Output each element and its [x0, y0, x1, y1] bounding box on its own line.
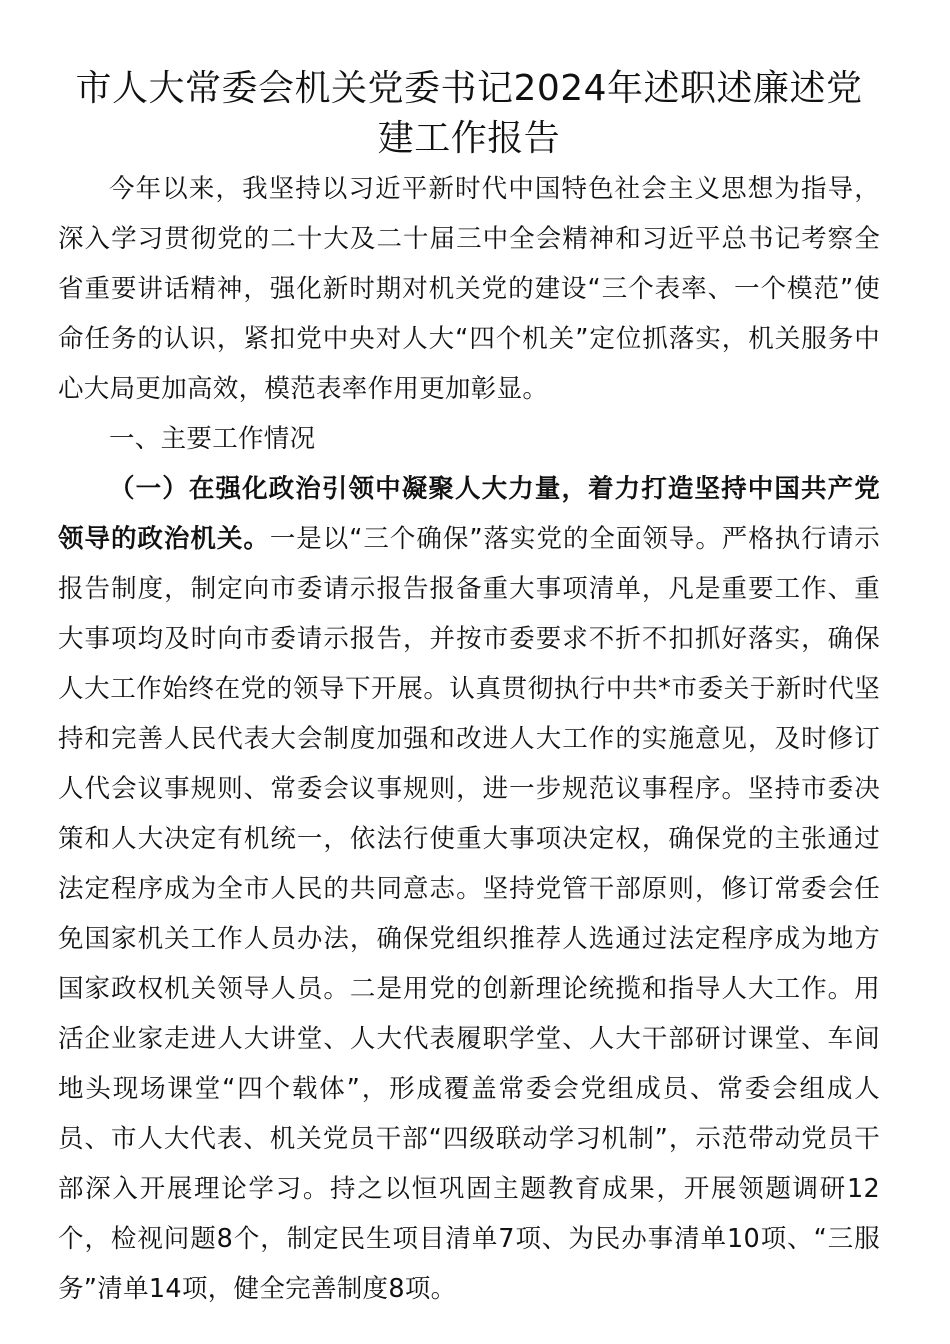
document-title: 市人大常委会机关党委书记2024年述职述廉述党建工作报告: [75, 68, 863, 159]
subsection-paragraph: [58, 464, 880, 1314]
subsection-body: 一是以“三个确保”落实党的全面领导。严格执行请示报告制度，制定向市委请示报告报备重大事项清单，凡是重要工作、重大事项均及时向市委请示报告，并按市委要求不折不扣抓好落实，确保人大工作始终在党的领导下开展。认真贯彻执行中共*市委关于新时代坚持和完善人民代表大会制度加强和改进人大工作的实施意见，及时修订人代会议事规则、常委会议事规则，进一步规范议事程序。坚持市委决策和人大决定有机统一，依法行使重大事项决定权，确保党的主张通过法定程序成为全市人民的共同意志。坚持党管干部原则，修订常委会任免国家机关工作人员办法，确保党组织推荐人选通过法定程序成为地方国家政权机关领导人员。二是用党的创新理论统揽和指导人大工作。用活企业家走进人大讲堂、人大代表履职学堂、人大干部研讨课堂、车间地头现场课堂“四个载体”，形成覆盖常委会党组成员、常委会组成人员、市人大代表、机关党员干部“四级联动学习机制”，示范带动党员干部深入开展理论学习。持之以恒巩固主题教育成果，开展领题调研12个，检视问题8个，制定民生项目清单7项、为民办事清单10项、“三服务”清单14项，健全完善制度8项。: [58, 524, 880, 1304]
intro-paragraph: 今年以来，我坚持以习近平新时代中国特色社会主义思想为指导，深入学习贯彻党的二十大及二十届三中全会精神和习近平总书记考察全省重要讲话精神，强化新时期对机关党的建设“三个表率、一个模范”使命任务的认识，紧扣党中央对人大“四个机关”定位抓落实，机关服务中心大局更加高效，模范表率作用更加彰显。: [58, 174, 880, 404]
subsection-lead: （一）在强化政治引领中凝聚人大力量，着力打造坚持中国共产党领导的政治机关。: [58, 474, 880, 554]
section-heading: 一、主要工作情况: [109, 424, 316, 454]
